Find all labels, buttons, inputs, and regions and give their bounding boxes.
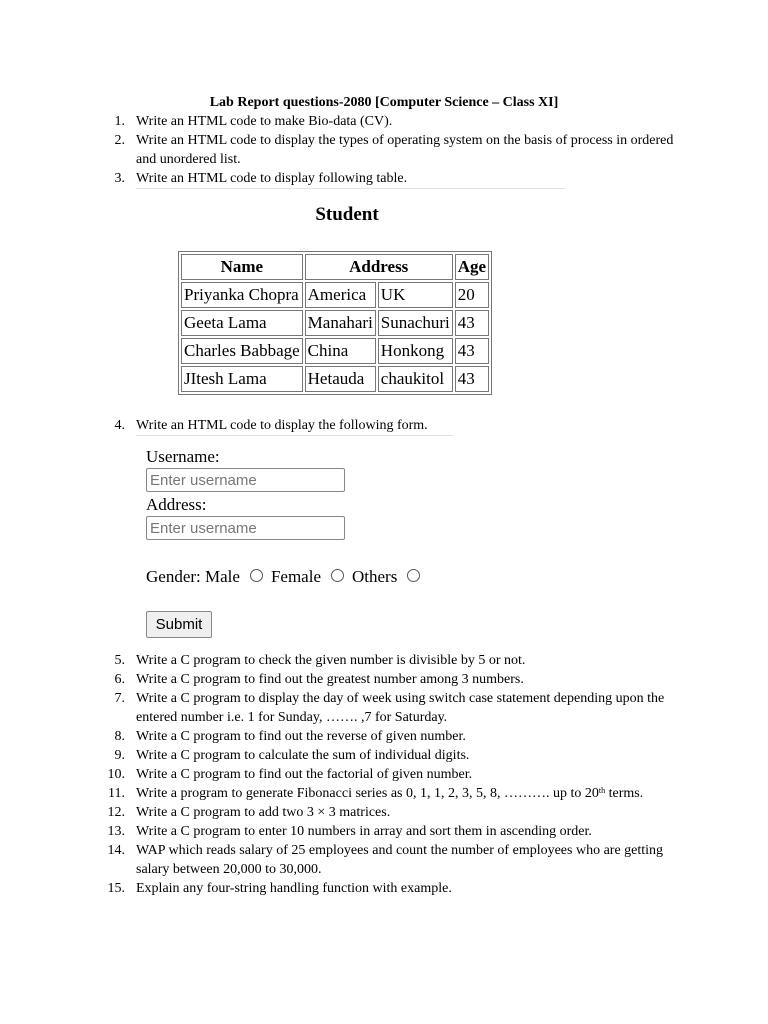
gender-label: Gender: [146, 567, 201, 586]
question-number: 3. [114, 171, 125, 186]
question-item [105, 112, 685, 131]
question-item [105, 765, 685, 784]
question-text: Write a C program to find out the greatest number among 3 numbers. [136, 672, 524, 687]
question-text: Write an HTML code to display the following form. [136, 418, 428, 433]
table-cell: 43 [455, 338, 489, 364]
question-item [105, 651, 685, 670]
table-row [181, 366, 489, 392]
question-item [105, 803, 685, 822]
student-table [178, 251, 492, 395]
question-item [105, 416, 685, 435]
question-text: Write a C program to find out the reverse of given number. [136, 729, 466, 744]
submit-button[interactable]: Submit [146, 611, 212, 638]
question-number: 1. [114, 114, 125, 129]
table-cell: China [305, 338, 376, 364]
table-cell: Geeta Lama [181, 310, 303, 336]
table-cell: Manahari [305, 310, 376, 336]
table-cell: 20 [455, 282, 489, 308]
sample-form [146, 446, 345, 540]
question-number: 12. [107, 805, 125, 820]
table-cell: chaukitol [378, 366, 453, 392]
question-number: 11. [108, 786, 125, 801]
question-list-a [105, 112, 685, 189]
question-number: 13. [107, 824, 125, 839]
question-text: Write an HTML code to display following table. [136, 171, 408, 186]
question-item [105, 822, 685, 841]
table-caption: Student [315, 204, 379, 225]
question-number: 7. [114, 691, 125, 706]
question-text: Write a program to generate Fibonacci series as 0, 1, 1, 2, 3, 5, 8, ………. up to 20 [136, 786, 599, 801]
question-item [105, 746, 685, 765]
question-number: 2. [114, 133, 125, 148]
gender-option-label: Male [205, 567, 240, 586]
question-item [105, 727, 685, 746]
username-label: Username: [146, 447, 220, 466]
table-cell: Priyanka Chopra [181, 282, 303, 308]
table-cell: UK [378, 282, 453, 308]
column-header-address: Address [305, 254, 453, 280]
table-row [181, 282, 489, 308]
question-number: 15. [107, 881, 125, 896]
table-row [181, 338, 489, 364]
question-item [105, 879, 685, 898]
table-cell: JItesh Lama [181, 366, 303, 392]
address-input[interactable] [146, 516, 345, 540]
question-text: Write a C program to enter 10 numbers in array and sort them in ascending order. [136, 824, 592, 839]
question-text-tail: terms. [605, 786, 644, 801]
question-item [105, 670, 685, 689]
question-text: Write a C program to display the day of week using switch case statement depending upon the entered number i.e. 1 for Sunday, ……. ,7 for Saturday. [136, 691, 665, 725]
table-header-row [181, 254, 489, 280]
column-header-name: Name [181, 254, 303, 280]
question-text: Explain any four-string handling function with example. [136, 881, 452, 896]
question-number: 10. [107, 767, 125, 782]
table-cell: Hetauda [305, 366, 376, 392]
question-number: 8. [114, 729, 125, 744]
gender-option-label: Female [270, 567, 321, 586]
page-title: Lab Report questions-2080 [Computer Science – Class XI] [209, 95, 559, 110]
username-input[interactable] [146, 468, 345, 492]
table-row [181, 310, 489, 336]
question-item [105, 131, 685, 169]
question-text: Write an HTML code to make Bio-data (CV). [136, 114, 393, 129]
table-cell: 43 [455, 366, 489, 392]
question-number: 6. [114, 672, 125, 687]
question-item [105, 689, 685, 727]
question-text: Write a C program to check the given number is divisible by 5 or not. [136, 653, 526, 668]
question-text: Write a C program to calculate the sum of individual digits. [136, 748, 470, 763]
others-radio[interactable] [407, 569, 420, 582]
table-cell: America [305, 282, 376, 308]
question-text: Write an HTML code to display the types of operating system on the basis of process in ordered and unordered list. [136, 133, 674, 167]
question-item [105, 841, 685, 879]
male-radio[interactable] [250, 569, 263, 582]
question-item [105, 169, 685, 188]
question-list-b [105, 651, 685, 898]
table-cell: Honkong [378, 338, 453, 364]
divider [136, 188, 566, 189]
question-item [105, 784, 685, 803]
question-number: 14. [107, 843, 125, 858]
divider [136, 435, 454, 436]
question-number: 4. [114, 418, 125, 433]
superscript: th [598, 786, 606, 795]
question-text: Write a C program to find out the factorial of given number. [136, 767, 473, 782]
address-label: Address: [146, 495, 207, 514]
question-number: 5. [114, 653, 125, 668]
table-cell: Charles Babbage [181, 338, 303, 364]
table-cell: 43 [455, 310, 489, 336]
table-cell: Sunachuri [378, 310, 453, 336]
question-list-4 [105, 416, 685, 436]
question-text: Write a C program to add two 3 × 3 matrices. [136, 805, 391, 820]
question-text: WAP which reads salary of 25 employees and count the number of employees who are getting salary between 20,000 to 30,000. [136, 843, 664, 877]
column-header-age: Age [455, 254, 489, 280]
gender-group [146, 567, 428, 587]
gender-option-label: Others [352, 567, 398, 586]
question-number: 9. [114, 748, 125, 763]
female-radio[interactable] [331, 569, 344, 582]
